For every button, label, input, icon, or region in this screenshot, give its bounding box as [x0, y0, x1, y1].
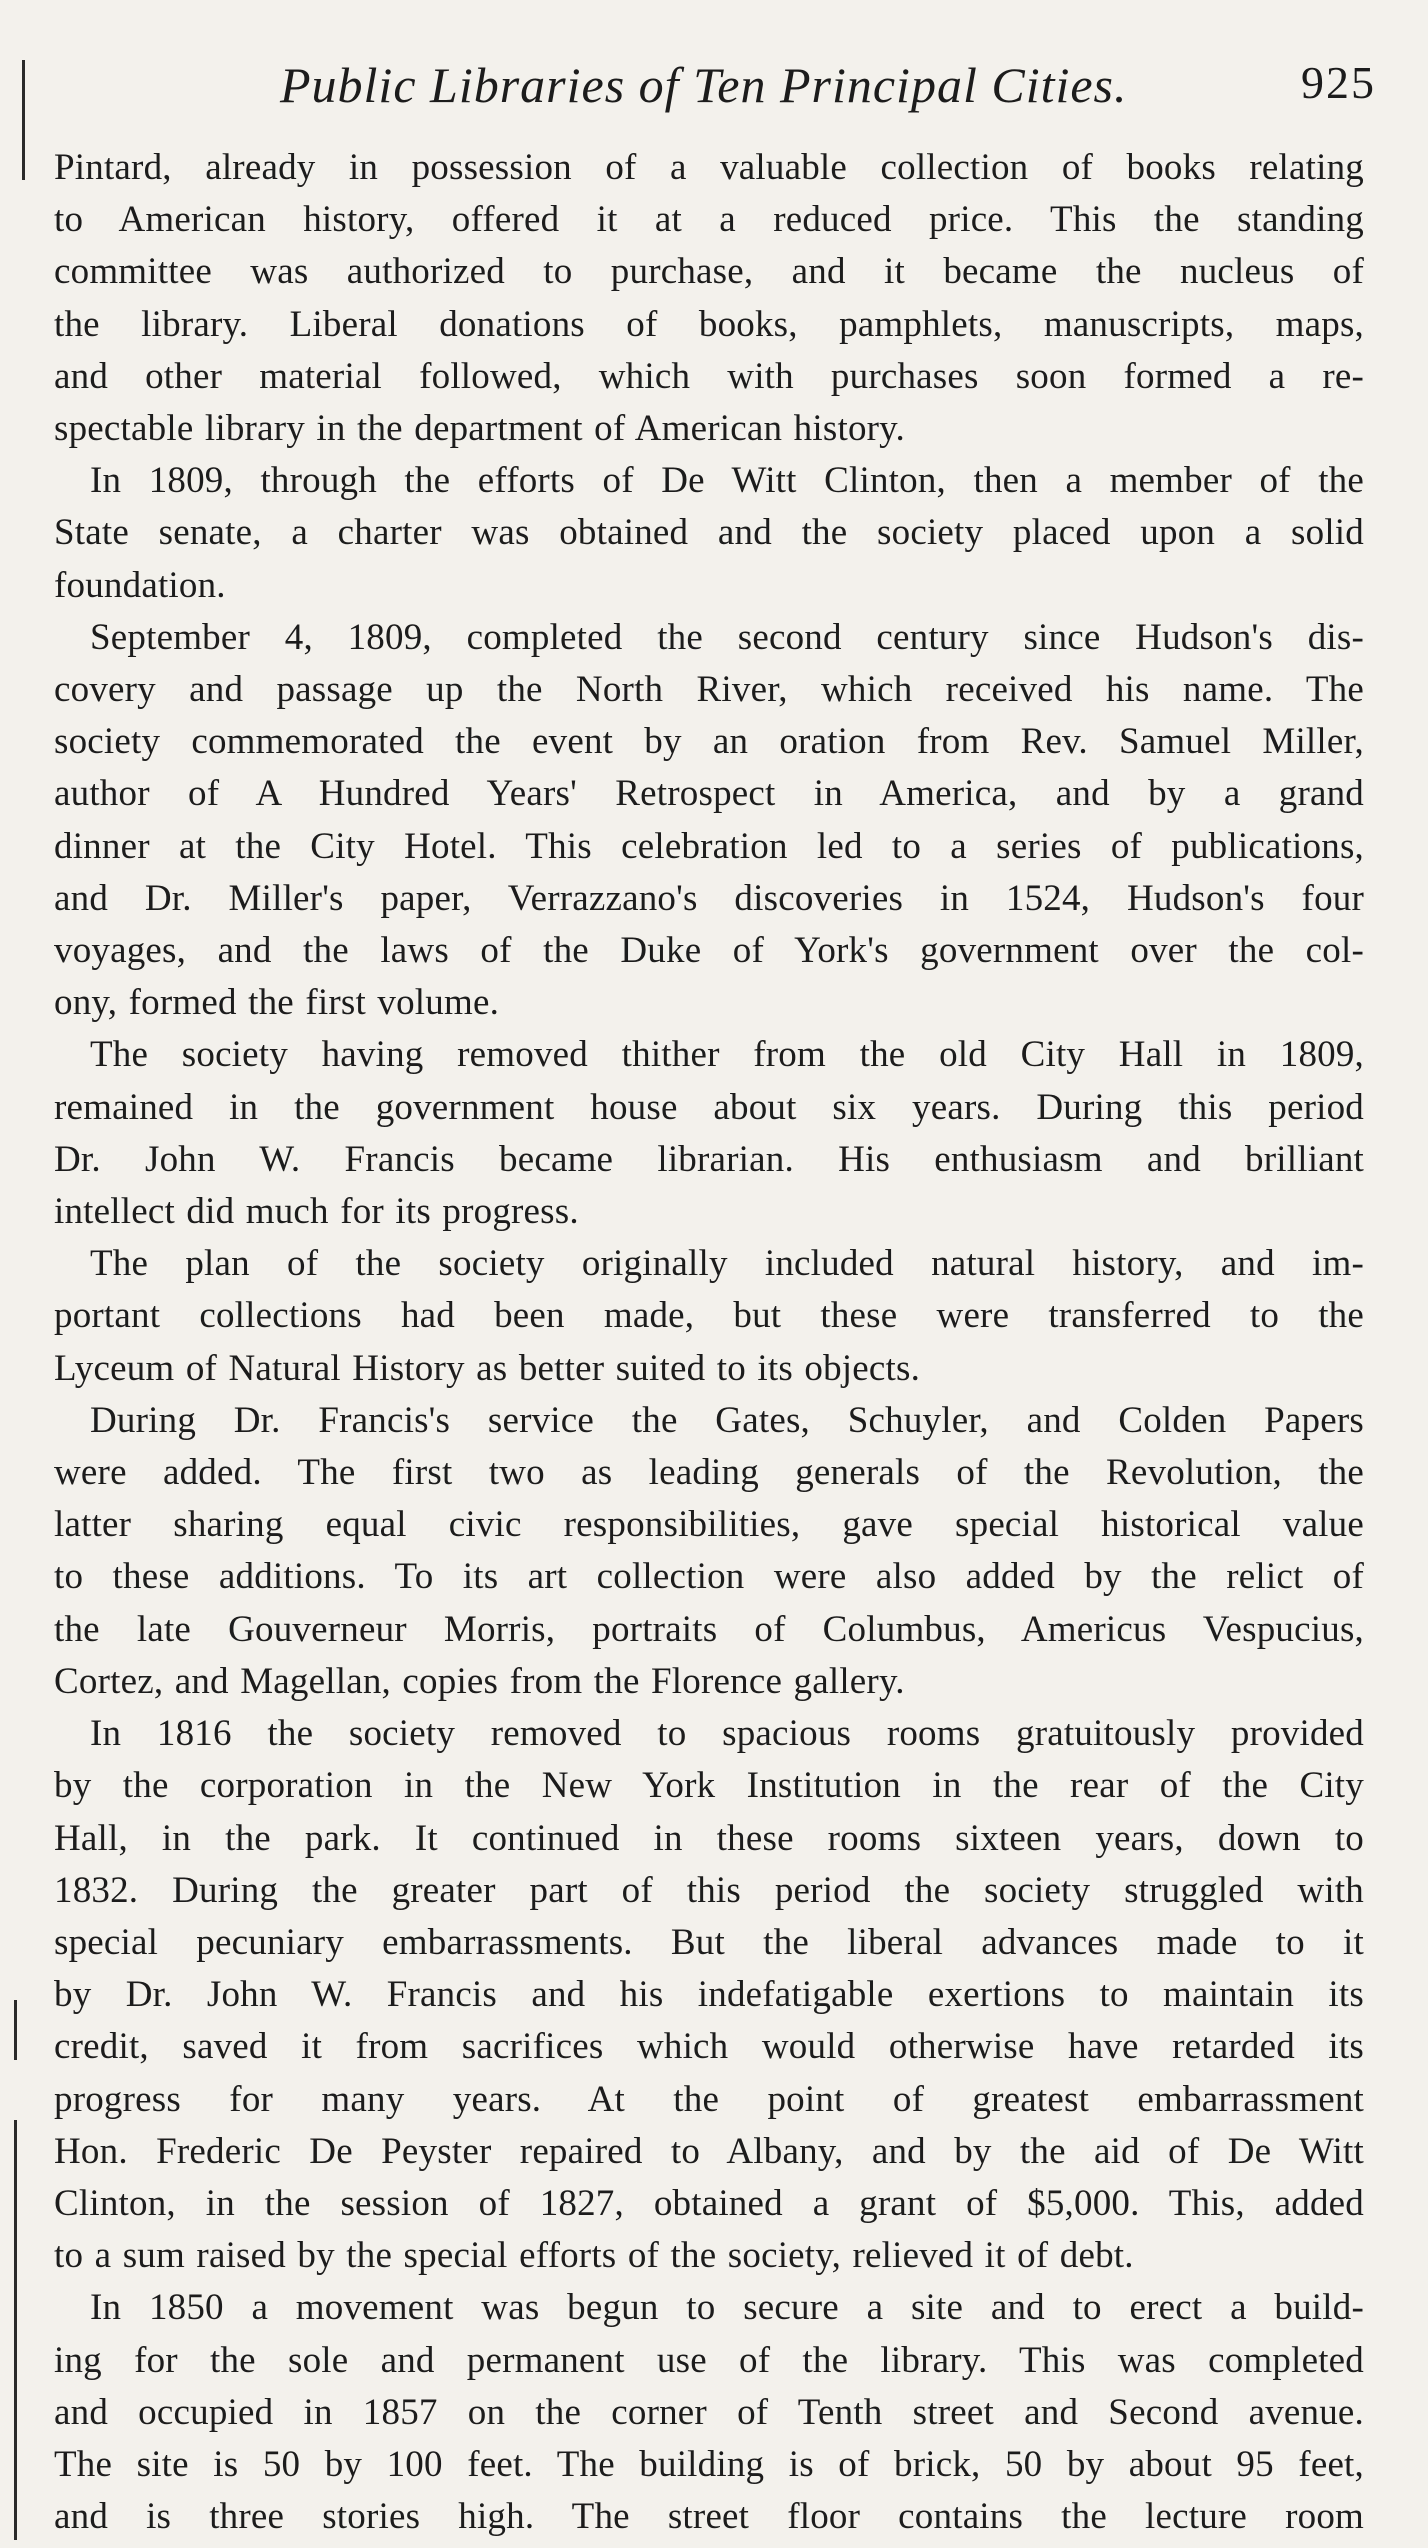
- text-line: credit, saved it from sacrifices which would otherwise have retarded its: [54, 2026, 1364, 2068]
- text-line: During Dr. Francis's service the Gates, Schuyler, and Colden Papers: [90, 1399, 1364, 1441]
- text-line: The society having removed thither from the old City Hall in 1809,: [90, 1034, 1364, 1076]
- running-head: [60, 56, 1376, 126]
- running-title: Public Libraries of Ten Principal Cities.: [280, 57, 1128, 113]
- text-line: In 1816 the society removed to spacious rooms gratuitously provided: [90, 1713, 1364, 1755]
- text-line: Lyceum of Natural History as better suited to its objects.: [54, 1347, 921, 1389]
- text-line: Dr. John W. Francis became librarian. His enthusiasm and brilliant: [54, 1138, 1364, 1180]
- text-line: remained in the government house about six years. During this period: [54, 1086, 1364, 1128]
- text-line: by the corporation in the New York Institution in the rear of the City: [54, 1765, 1364, 1807]
- text-line: to American history, offered it at a reduced price. This the standing: [54, 199, 1364, 241]
- text-line: the late Gouverneur Morris, portraits of Columbus, Americus Vespucius,: [54, 1608, 1364, 1650]
- text-line: society commemorated the event by an oration from Rev. Samuel Miller,: [54, 721, 1364, 763]
- text-line: ing for the sole and permanent use of the library. This was completed: [54, 2339, 1364, 2381]
- text-line: Hall, in the park. It continued in these rooms sixteen years, down to: [54, 1817, 1364, 1859]
- text-line: In 1850 a movement was begun to secure a site and to erect a build-: [90, 2287, 1364, 2329]
- text-line: progress for many years. At the point of greatest embarrassment: [54, 2078, 1364, 2120]
- text-line: to a sum raised by the special efforts of the society, relieved it of debt.: [54, 2235, 1134, 2277]
- text-line: committee was authorized to purchase, and it became the nucleus of: [54, 251, 1364, 293]
- text-line: Cortez, and Magellan, copies from the Florence gallery.: [54, 1660, 905, 1702]
- text-line: Pintard, already in possession of a valuable collection of books relating: [54, 147, 1364, 188]
- text-line: were added. The first two as leading generals of the Revolution, the: [54, 1452, 1364, 1494]
- body-text: [54, 142, 1364, 2543]
- text-line: covery and passage up the North River, which received his name. The: [54, 669, 1364, 711]
- text-line: voyages, and the laws of the Duke of York's government over the col-: [54, 930, 1364, 972]
- text-line: September 4, 1809, completed the second century since Hudson's dis-: [90, 616, 1364, 658]
- text-line: Clinton, in the session of 1827, obtained a grant of $5,000. This, added: [54, 2182, 1364, 2224]
- text-line: portant collections had been made, but these were transferred to the: [54, 1295, 1364, 1337]
- text-line: In 1809, through the efforts of De Witt Clinton, then a member of the: [90, 460, 1364, 502]
- text-line: latter sharing equal civic responsibilities, gave special historical value: [54, 1504, 1364, 1546]
- text-line: ony, formed the first volume.: [54, 982, 500, 1024]
- text-line: foundation.: [54, 564, 226, 606]
- page-edge-mark: [14, 2120, 17, 2540]
- text-line: dinner at the City Hotel. This celebration led to a series of publications,: [54, 825, 1364, 867]
- text-line: to these additions. To its art collection were also added by the relict of: [54, 1556, 1364, 1598]
- text-line: 1832. During the greater part of this period the society struggled with: [54, 1869, 1364, 1911]
- text-line: author of A Hundred Years' Retrospect in America, and by a grand: [54, 773, 1364, 815]
- page-number: 925: [1301, 57, 1376, 108]
- text-line: and Dr. Miller's paper, Verrazzano's discoveries in 1524, Hudson's four: [54, 877, 1364, 919]
- text-line: the library. Liberal donations of books, pamphlets, manuscripts, maps,: [54, 303, 1364, 345]
- text-line: and is three stories high. The street floor contains the lecture room: [54, 2496, 1364, 2538]
- text-line: by Dr. John W. Francis and his indefatigable exertions to maintain its: [54, 1974, 1364, 2016]
- text-line: The plan of the society originally included natural history, and im-: [90, 1243, 1364, 1285]
- text-line: intellect did much for its progress.: [54, 1191, 579, 1233]
- text-line: and other material followed, which with purchases soon formed a re-: [54, 355, 1364, 397]
- text-line: The site is 50 by 100 feet. The building is of brick, 50 by about 95 feet,: [54, 2443, 1364, 2485]
- text-line: and occupied in 1857 on the corner of Tenth street and Second avenue.: [54, 2391, 1364, 2433]
- text-line: spectable library in the department of American history.: [54, 408, 905, 450]
- text-line: special pecuniary embarrassments. But the liberal advances made to it: [54, 1921, 1364, 1963]
- text-line: State senate, a charter was obtained and the society placed upon a solid: [54, 512, 1364, 554]
- page-edge-mark: [22, 60, 25, 180]
- text-line: Hon. Frederic De Peyster repaired to Albany, and by the aid of De Witt: [54, 2130, 1364, 2172]
- page-edge-mark: [14, 2000, 17, 2060]
